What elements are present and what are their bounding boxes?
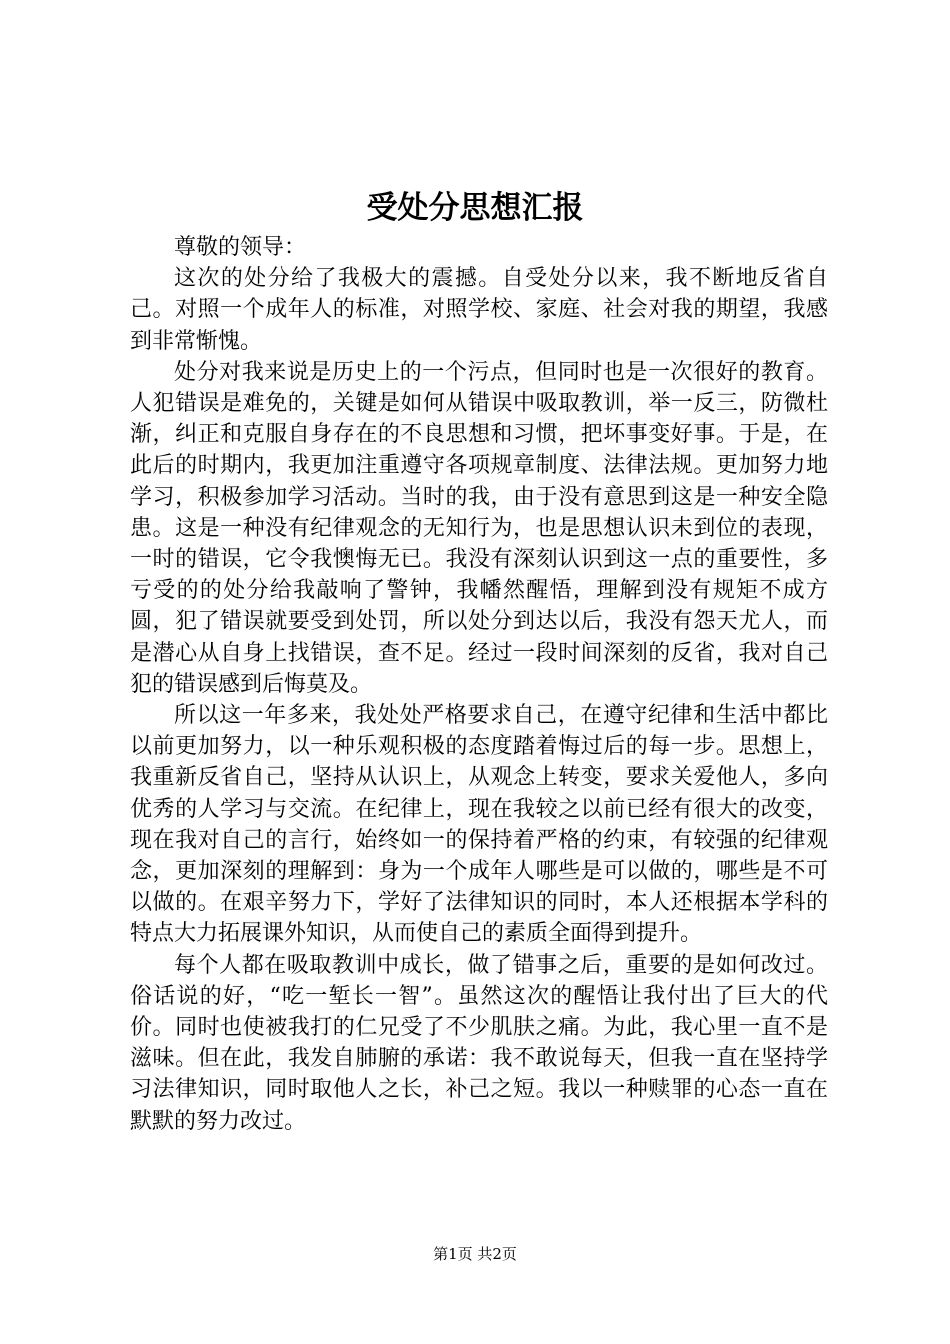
- paragraph-4: 每个人都在吸取教训中成长，做了错事之后，重要的是如何改过。俗话说的好，“吃一堑长一智”。虽然这次的醒悟让我付出了巨大的代价。同时也使被我打的仁兄受了不少肌肤之痛。为此，我心里一直不是滋味。但在此，我发自肺腑的承诺：我不敢说每天，但我一直在坚持学习法律知识，同时取他人之长，补己之短。我以一种赎罪的心态一直在默默的努力改过。: [130, 952, 828, 1134]
- document-body: [130, 232, 828, 1137]
- page-number-footer: 第1页 共2页: [433, 1245, 517, 1263]
- document-title: 受处分思想汇报: [366, 190, 584, 226]
- paragraph-1: 这次的处分给了我极大的震撼。自受处分以来，我不断地反省自己。对照一个成年人的标准，对照学校、家庭、社会对我的期望，我感到非常惭愧。: [130, 266, 828, 354]
- salutation: 尊敬的领导：: [174, 235, 307, 260]
- paragraph-3: 所以这一年多来，我处处严格要求自己，在遵守纪律和生活中都比以前更加努力，以一种乐观积极的态度踏着悔过后的每一步。思想上，我重新反省自己，坚持从认识上，从观念上转变，要求关爱他人，多向优秀的人学习与交流。在纪律上，现在我较之以前已经有很大的改变，现在我对自己的言行，始终如一的保持着严格的约束，有较强的纪律观念，更加深刻的理解到：身为一个成年人哪些是可以做的，哪些是不可以做的。在艰辛努力下，学好了法律知识的同时，本人还根据本学科的特点大力拓展课外知识，从而使自己的素质全面得到提升。: [130, 703, 828, 947]
- paragraph-2: 处分对我来说是历史上的一个污点，但同时也是一次很好的教育。人犯错误是难免的，关键是如何从错误中吸取教训，举一反三，防微杜渐，纠正和克服自身存在的不良思想和习惯，把坏事变好事。于是，在此后的时期内，我更加注重遵守各项规章制度、法律法规。更加努力地学习，积极参加学习活动。当时的我，由于没有意思到这是一种安全隐患。这是一种没有纪律观念的无知行为，也是思想认识未到位的表现，一时的错误，它令我懊悔无已。我没有深刻认识到这一点的重要性，多亏受的的处分给我敲响了警钟，我幡然醒悟，理解到没有规矩不成方圆，犯了错误就要受到处罚，所以处分到达以后，我没有怨天尤人，而是潜心从自身上找错误，查不足。经过一段时间深刻的反省，我对自己犯的错误感到后悔莫及。: [130, 359, 828, 697]
